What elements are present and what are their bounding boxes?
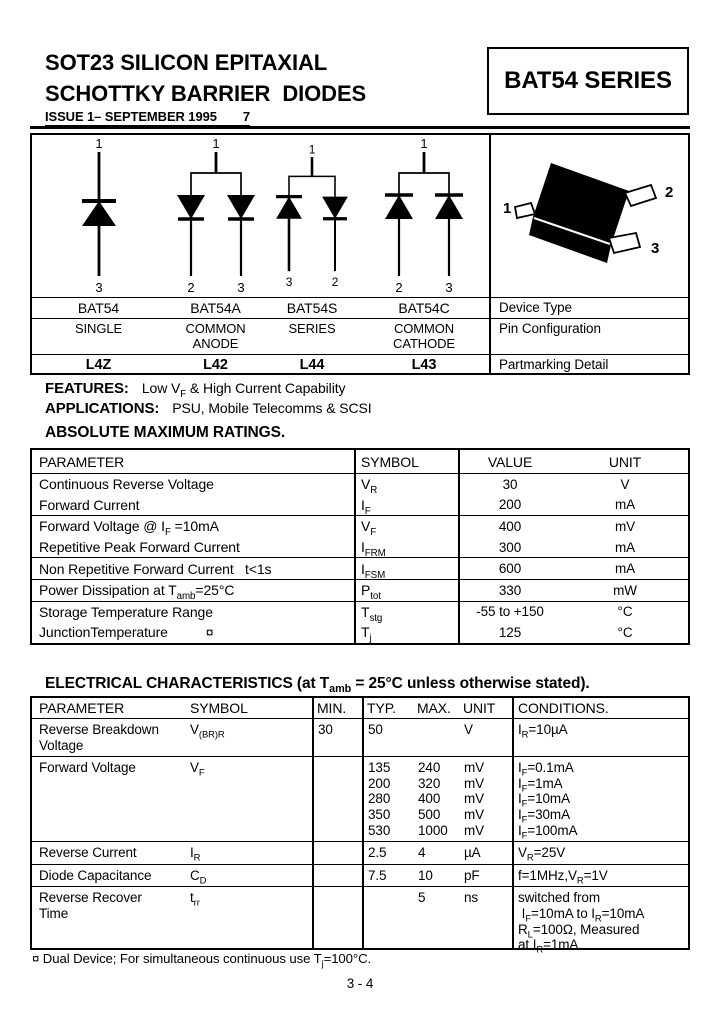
partmark: L42 [203,357,228,373]
doc-title-line2: SCHOTTKY BARRIER DIODES [45,81,367,106]
ec-symbol: $t_{rr}$ [190,890,200,910]
ec-min [312,842,362,864]
ec-min [312,887,362,955]
ec-unit: µA [464,845,481,861]
amr-param: Power Dissipation at $T_{amb}=25^\circ C$ [39,582,235,603]
series-box [487,47,689,115]
amr-param: Forward Voltage @ $I_F =10mA$ [39,518,219,539]
svg-text:1: 1 [308,142,316,157]
amr-param: JunctionTemperature ¤ [39,624,214,641]
amr-param: Forward Current [39,496,140,513]
amr-section-title: ABSOLUTE MAXIMUM RATINGS. [45,424,286,441]
ec-min [312,865,362,887]
amr-divider-1 [354,450,356,643]
pin-config: COMMON ANODE [185,321,246,352]
ec-body [32,719,688,956]
ec-unit: mV [464,791,485,807]
amr-value: -55 to +150 [476,604,544,620]
ec-symbol: $V_F$ [190,760,205,779]
amr-group [32,515,688,557]
ec-param: Reverse Breakdown Voltage $V_{(BR)R}$ [39,722,225,753]
diagram-bat54s [266,135,358,301]
page-number: 3 - 4 [346,976,374,991]
amr-value: 600 [498,561,522,577]
amr-unit: mA [614,561,636,577]
amr-unit: V [620,476,630,492]
ec-unit: mV [464,760,485,776]
row-label-pin-config: Pin Configuration [499,321,601,336]
ec-max: 10 [418,867,433,883]
amr-unit: °C [617,604,633,620]
amr-unit: °C [617,624,633,640]
ec-typ-max-unit-line [362,823,512,839]
svg-text:2: 2 [395,280,403,295]
device-name: BAT54A [190,300,241,316]
amr-divider-2 [458,450,460,643]
ec-unit: V [464,722,473,737]
ec-symbol: $C_D$ [190,867,207,887]
ec-divider-3 [512,698,514,948]
diagram-bat54c [358,135,490,301]
ec-param: Reverse Current $I_R$ [39,845,201,864]
amr-group [32,557,688,579]
pin-config: SERIES [288,321,336,336]
device-label-rows [32,297,688,378]
partmark: L44 [299,357,325,373]
ec-param: Forward Voltage $V_F$ [39,760,205,779]
package-pin1-label: 1 [503,200,512,217]
amr-group [32,474,688,515]
header-rule [30,126,690,129]
pin-config-row [32,318,688,354]
ec-header-parameter: PARAMETER [39,700,125,716]
amr-symbol: $I_{FRM}$ [361,539,386,559]
ec-typ: 200 [368,775,391,791]
amr-param: Storage Temperature Range [39,603,213,620]
series-title: BAT54 SERIES [504,67,672,94]
series-diagram [266,135,358,296]
ec-max: 500 [418,806,441,822]
svg-text:3: 3 [285,274,293,289]
amr-row [32,602,688,623]
amr-unit: mW [613,582,637,598]
amr-table [30,448,690,645]
amr-row [32,495,688,516]
ec-values [362,757,512,841]
amr-value: 30 [502,476,518,492]
ec-table [30,696,690,956]
amr-value: 200 [498,497,522,513]
ec-header-max: MAX. [417,700,451,716]
ec-values [362,887,512,955]
amr-param: Continuous Reverse Voltage [39,476,214,493]
device-name: BAT54S [286,300,338,316]
ec-header-unit: UNIT [463,700,496,716]
applications-text: PSU, Mobile Telecomms & SCSI [172,400,372,416]
ec-typ-max-unit-line [362,776,512,792]
ec-unit: mV [464,806,485,822]
ec-header-typ: TYP. [367,700,396,716]
amr-group [32,601,688,643]
common-anode-diagram [166,135,266,296]
ec-unit: mV [464,822,485,838]
row-label-device-type: Device Type [499,300,572,315]
amr-row [32,558,688,579]
ec-row [32,841,688,864]
amr-header-unit: UNIT [608,453,642,470]
amr-header-symbol: SYMBOL [361,453,419,470]
package-pin2-label: 2 [665,184,674,201]
ec-typ: 530 [368,822,391,838]
ec-typ: 135 [368,760,391,776]
package-cell [490,135,688,301]
footnote: ¤ Dual Device; For simultaneous continuous use $T_j=100^\circ C$. [32,951,372,969]
ec-max: 240 [418,760,441,776]
amr-row [32,622,688,643]
ec-param: Diode Capacitance $C_D$ [39,867,207,887]
ec-typ: 50 [368,722,383,737]
ec-typ: 280 [368,791,391,807]
ec-param: Reverse Recover Time $t_{rr}$ [39,890,200,921]
ec-typ [362,890,412,906]
features-label: FEATURES: [45,380,129,397]
amr-symbol: $T_j$ [361,624,372,645]
amr-value: 330 [498,582,522,598]
ec-row [32,886,688,955]
package-pin3-label: 3 [651,240,660,257]
ec-row [32,864,688,887]
ec-row [32,719,688,756]
features-text: Low $V_F$ & High Current Capability [141,380,346,400]
ec-values [362,865,512,887]
row-label-partmark: Partmarking Detail [499,357,609,372]
ec-max: 1000 [418,822,448,838]
ec-conditions: $I_R=10\mu A$ [518,722,568,741]
amr-row [32,516,688,537]
ec-max: 320 [418,775,441,791]
ec-typ-max-unit-line [362,791,512,807]
ec-symbol: $I_R$ [190,845,201,864]
ec-header-row [32,698,688,719]
ec-max: 400 [418,791,441,807]
amr-row [32,474,688,495]
features-line [45,380,346,400]
amr-value: 300 [498,539,522,555]
amr-value: 400 [498,518,522,534]
ec-max: 4 [418,845,426,861]
ec-divider-2 [362,698,364,948]
partmark: L43 [411,357,437,373]
ec-symbol: $V_{(BR)R}$ [190,722,225,741]
ec-typ-max-unit-line [362,722,512,738]
partmark-row [32,354,688,378]
amr-symbol: $I_F$ [361,496,371,517]
ec-typ-max-unit-line [362,890,512,906]
amr-param: Non Repetitive Forward Current t<1s [39,560,272,577]
amr-unit: mA [614,539,636,555]
amr-symbol: $T_{stg}$ [361,603,383,624]
issue-text: ISSUE 1– SEPTEMBER 1995 [45,109,217,124]
amr-symbol: $V_R$ [361,476,378,497]
ec-min: 30 [318,722,333,737]
applications-line [45,400,372,417]
amr-group [32,579,688,601]
svg-text:3: 3 [236,280,245,295]
ec-typ-max-unit-line [362,845,512,861]
ec-conditions: $V_R=25V$ [518,845,566,864]
diagram-bat54a [165,135,266,301]
partmark: L4Z [85,357,112,373]
svg-text:2: 2 [331,274,339,289]
amr-body [32,474,688,643]
ec-max: 5 [418,890,426,906]
amr-symbol: $P_{tot}$ [361,582,381,603]
amr-value: 125 [498,624,522,640]
amr-unit: mA [614,497,636,513]
ec-conditions: switched from $I_F=10mA$ to $I_R=10mA$ $R_L=100\Omega$, Measured at $I_R=1mA$ [518,890,645,956]
diagram-bat54 [32,135,165,301]
ec-typ-max-unit-line [362,868,512,884]
svg-text:1: 1 [94,136,103,151]
ec-typ-max-unit-line [362,807,512,823]
single-diode-diagram [49,135,149,296]
ec-min [312,757,362,841]
ec-header-symbol: SYMBOL [190,700,248,716]
ec-header-conditions: CONDITIONS. [518,700,609,716]
device-table [30,133,690,375]
ec-typ: 350 [368,806,391,822]
common-cathode-diagram [374,135,474,296]
device-name-row [32,297,688,318]
pin-config: COMMON CATHODE [393,321,455,352]
ec-values [362,842,512,864]
device-name: BAT54C [398,300,450,316]
svg-text:3: 3 [94,280,103,295]
svg-text:2: 2 [186,280,195,295]
doc-title-line1: SOT23 SILICON EPITAXIAL [45,50,328,75]
amr-header-value: VALUE [487,453,533,470]
ec-row [32,756,688,841]
amr-row [32,580,688,601]
diagram-row [32,135,688,297]
issue-line [45,109,250,127]
ec-divider-1 [312,698,314,948]
svg-text:1: 1 [420,136,428,151]
ec-conditions: $I_F=0.1mA$ $I_F=1mA$ $I_F=10mA$ $I_F=30mA$ $I_F=100mA$ [518,760,578,842]
ec-values [362,719,512,756]
amr-header-parameter: PARAMETER [39,453,125,470]
device-name: BAT54 [77,300,120,316]
amr-header-row [32,450,688,474]
svg-text:3: 3 [445,280,453,295]
amr-symbol: $V_F$ [361,518,377,539]
ec-max [412,722,458,738]
sot23-package-drawing [491,141,687,301]
ec-unit: mV [464,775,485,791]
amr-param: Repetitive Peak Forward Current [39,539,240,556]
applications-label: APPLICATIONS: [45,400,160,417]
ec-unit: pF [464,867,480,883]
amr-symbol: $I_{FSM}$ [361,560,386,581]
ec-unit: ns [464,890,479,906]
svg-text:1: 1 [211,136,220,151]
pin-config: SINGLE [74,321,123,336]
ec-typ: 2.5 [368,845,387,861]
ec-header-min: MIN. [317,700,347,716]
amr-row [32,537,688,558]
ec-typ-max-unit-line [362,760,512,776]
ec-section-title: ELECTRICAL CHARACTERISTICS (at $T_{amb} = 25^\circ C$ unless otherwise stated). [45,675,590,696]
amr-unit: mV [614,518,636,534]
ec-typ: 7.5 [368,867,387,883]
ec-conditions: $f=1MHz,V_R=1V$ [518,867,608,887]
issue-mark: 7 [242,109,250,124]
